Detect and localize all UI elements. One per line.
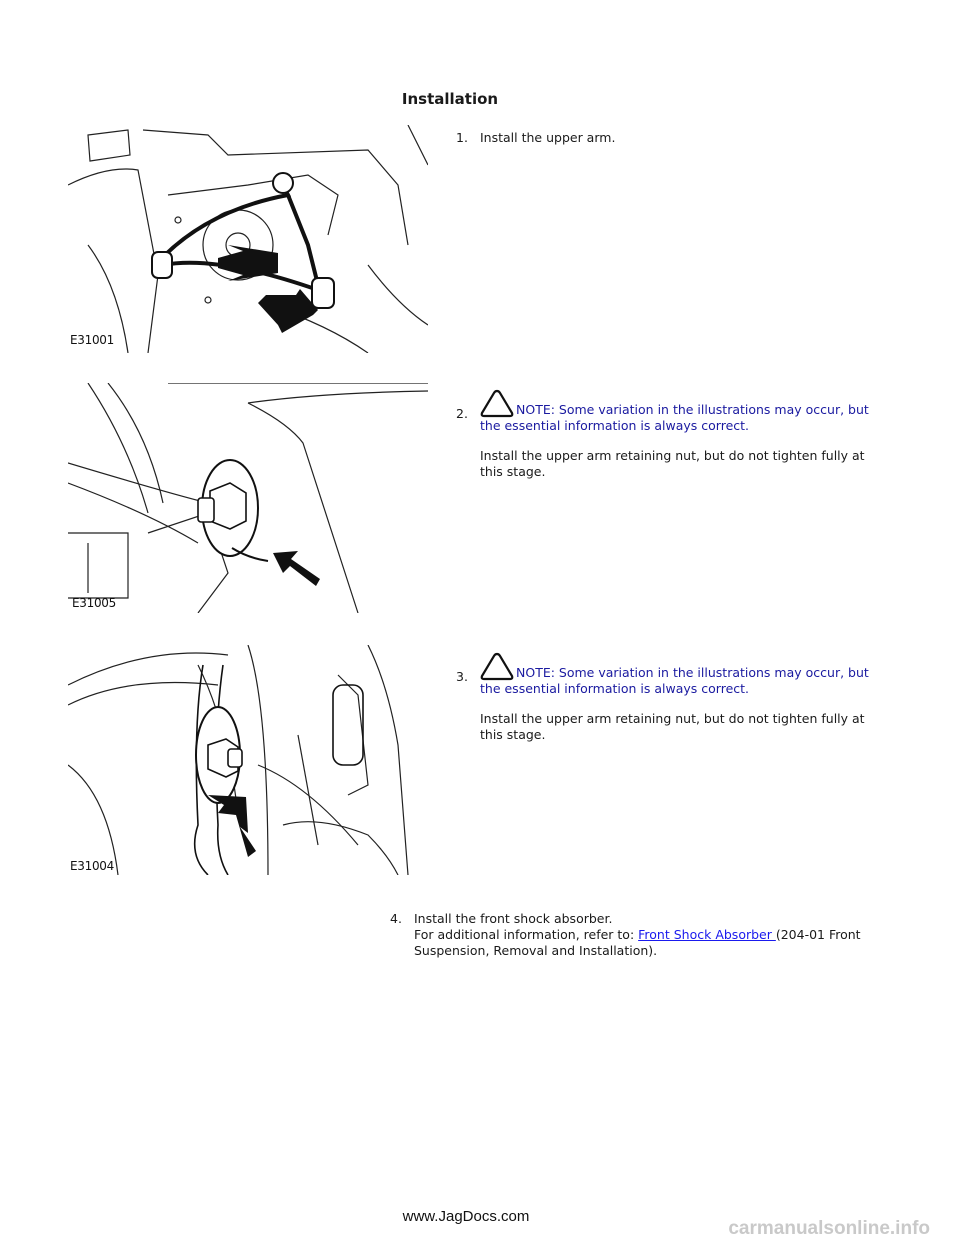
- illustration-retaining-nut-side: [68, 383, 428, 613]
- note-text: NOTE: Some variation in the illustrations may occur, but the essential information is always correct.: [480, 665, 869, 696]
- note-text: NOTE: Some variation in the illustrations may occur, but the essential information is always correct.: [480, 402, 869, 433]
- step-number: 2.: [456, 406, 468, 421]
- step-number: 4.: [390, 911, 402, 926]
- step-text: Install the upper arm.: [480, 130, 616, 145]
- figure-retaining-nut-2: [68, 645, 428, 875]
- reference-suffix: (204-01 Front Suspension, Removal and Installation).: [414, 927, 861, 958]
- caution-triangle-icon: [480, 651, 514, 681]
- front-shock-absorber-link[interactable]: Front Shock Absorber: [638, 927, 776, 942]
- figure-code: E31001: [70, 333, 114, 347]
- step-number: 1.: [456, 130, 468, 145]
- figure-code: E31005: [72, 596, 116, 610]
- figure-code: E31004: [70, 859, 114, 873]
- figure-retaining-nut-1: [68, 383, 428, 613]
- reference-prefix: For additional information, refer to:: [414, 927, 639, 942]
- step-text: Install the upper arm retaining nut, but do not tighten fully at this stage.: [480, 711, 865, 742]
- figure-upper-arm: [68, 125, 428, 353]
- step-text: Install the front shock absorber.: [414, 911, 613, 926]
- footer-url: www.JagDocs.com: [402, 1208, 530, 1225]
- watermark: carmanualsonline.info: [728, 1218, 930, 1239]
- step-number: 3.: [456, 669, 468, 684]
- illustration-upper-arm: [68, 125, 428, 353]
- section-title: Installation: [401, 90, 499, 108]
- illustration-retaining-nut-front: [68, 645, 428, 875]
- step-text: Install the upper arm retaining nut, but do not tighten fully at this stage.: [480, 448, 865, 479]
- caution-triangle-icon: [480, 388, 514, 418]
